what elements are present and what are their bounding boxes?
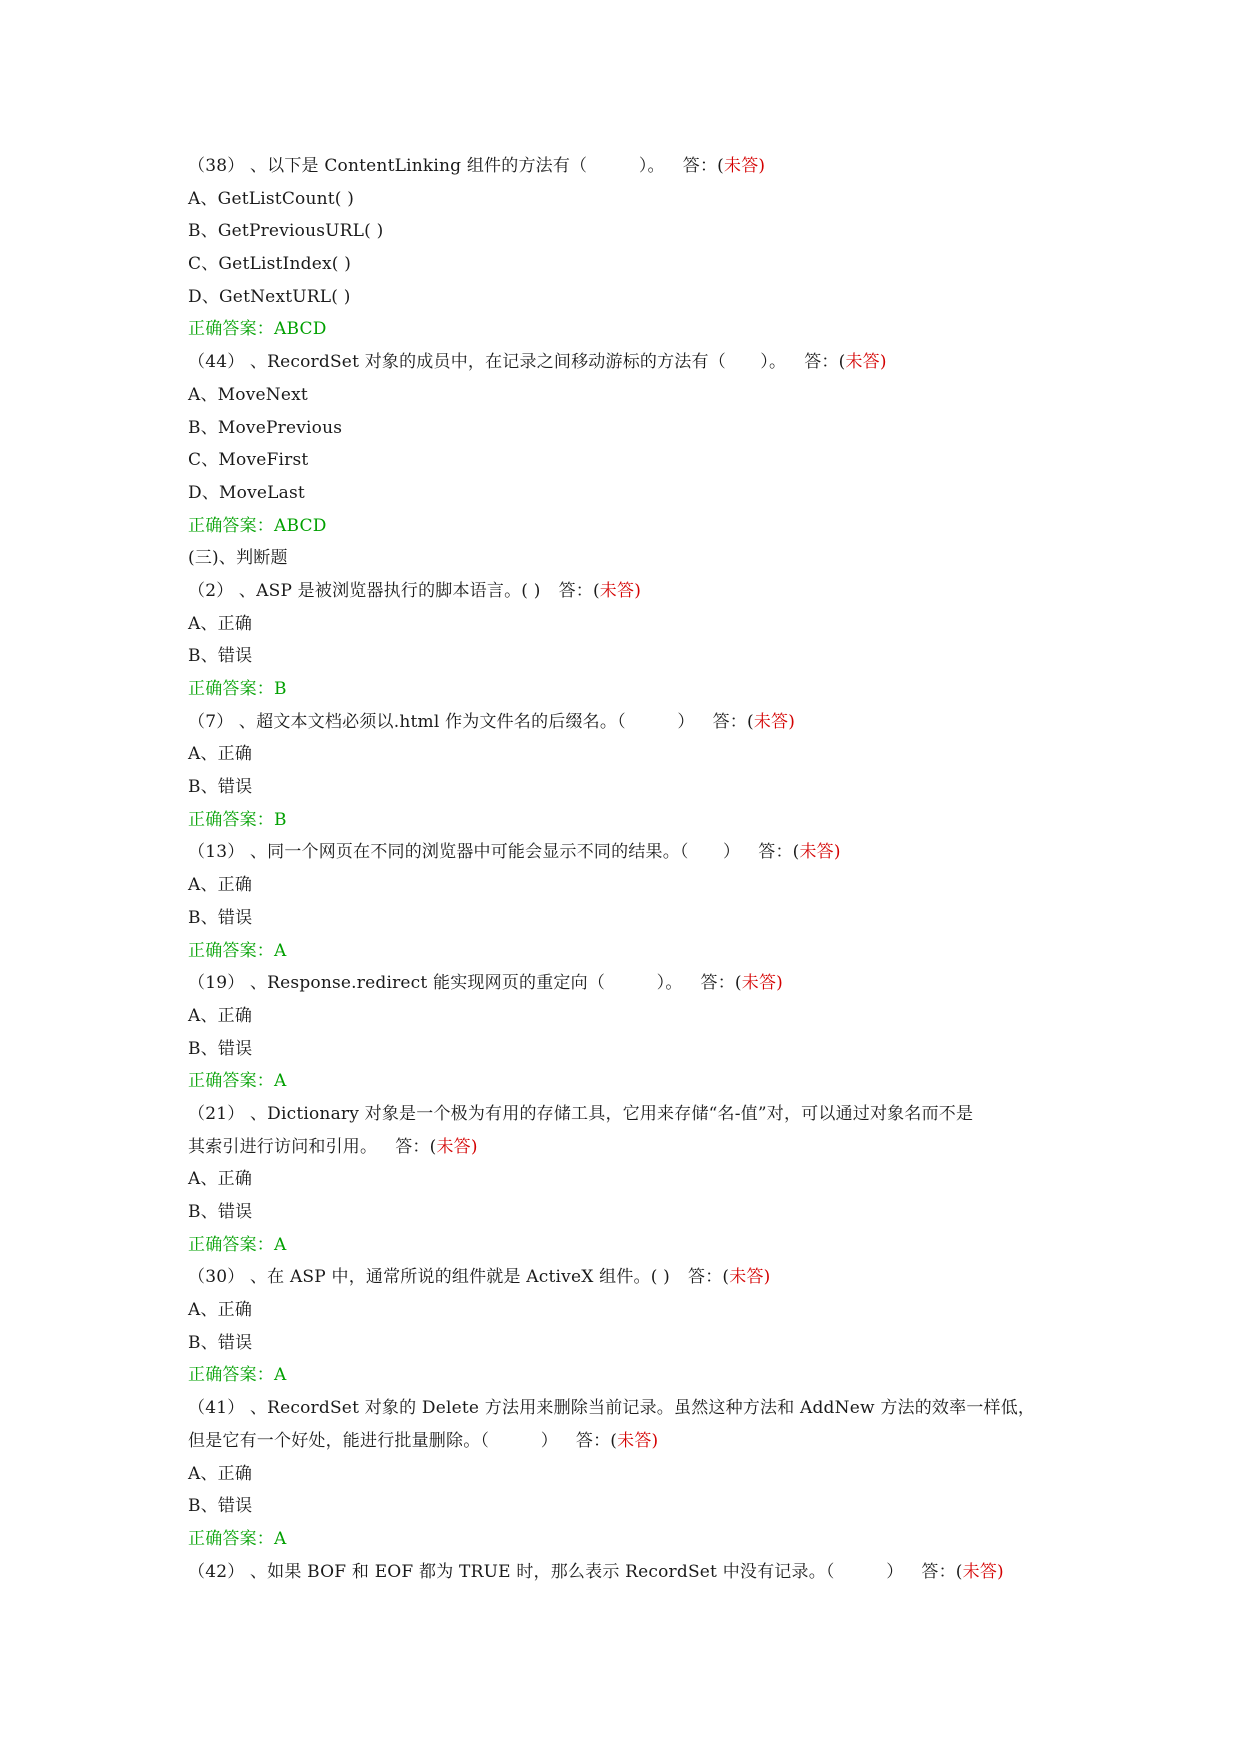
question-line-continued [188,1425,1068,1458]
question-text-continued: 其索引进行访问和引用。 [188,1136,378,1157]
answer-label: 答：( [700,973,742,994]
correct-answer: 正确答案：A [188,940,287,961]
question-text: 、同一个网页在不同的浏览器中可能会显示不同的结果。（ ） [249,842,741,863]
question-number: （41） [188,1398,236,1419]
correct-answer: 正确答案：B [188,679,287,699]
question-line [188,150,1068,183]
answer-status: 未答 [599,580,635,601]
option-b: B、错误 [188,1496,253,1517]
question-line [188,575,1068,608]
option-b: B、GetPreviousURL( ) [188,221,384,242]
question-number: （2） [188,580,225,601]
section-title: (三)、判断题 [188,548,288,569]
answer-label: 答：( [758,842,800,863]
option-b: B、错误 [188,1038,253,1059]
answer-close: ) [634,580,642,601]
answer-close: ) [879,352,887,373]
question-line [188,1098,1068,1131]
correct-answer: 正确答案：A [188,1071,287,1092]
correct-answer: 正确答案：B [188,809,287,830]
question-number: （7） [188,711,225,732]
answer-status: 未答 [799,842,834,863]
answer-label: 答：( [921,1561,963,1582]
option-b: B、MovePrevious [188,417,343,438]
option-b: B、错误 [188,1202,253,1222]
answer-label: 答：( [688,1267,730,1288]
question-number: （21） [188,1103,236,1124]
question-number: （44） [188,352,236,373]
question-line [188,967,1068,1000]
option-a: A、MoveNext [188,384,308,405]
option-b: B、错误 [188,777,253,798]
answer-close: ) [758,156,766,176]
answer-status: 未答 [753,711,789,732]
option-a: A、正确 [188,744,253,765]
question-line [188,1261,1068,1294]
correct-answer: 正确答案：A [188,1528,287,1549]
question-line [188,706,1068,739]
question-text: 、ASP 是被浏览器执行的脚本语言。( ) [238,580,541,601]
question-number: （19） [188,973,236,994]
option-a: A、GetListCount( ) [188,188,355,209]
answer-status: 未答 [617,1430,652,1451]
answer-label: 答：( [682,156,724,176]
option-a: A、正确 [188,1463,253,1484]
question-line [188,346,1068,379]
question-text: 、在 ASP 中，通常所说的组件就是 ActiveX 组件。( ) [249,1267,671,1288]
question-line [188,836,1068,869]
question-number: （38） [188,156,236,176]
answer-label: 答：( [712,711,754,732]
question-line [188,1556,1068,1589]
correct-answer: 正确答案：ABCD [188,319,327,340]
question-text: 、以下是 ContentLinking 组件的方法有（ ）。 [249,156,665,176]
correct-answer: 正确答案：A [188,1365,287,1386]
answer-close: ) [470,1136,478,1157]
option-c: C、GetListIndex( ) [188,254,352,275]
option-a: A、正确 [188,1300,253,1321]
question-line [188,1392,1068,1425]
question-number: （42） [188,1561,236,1582]
question-text: 、如果 BOF 和 EOF 都为 TRUE 时，那么表示 RecordSet 中没有记录。（ ） [249,1561,904,1582]
question-text: 、RecordSet 对象的 Delete 方法用来删除当前记录。虽然这种方法和 AddNew 方法的效率一样低， [249,1398,1036,1419]
question-text-continued: 但是它有一个好处，能进行批量删除。（ ） [188,1430,558,1451]
option-b: B、错误 [188,1332,253,1353]
option-a: A、正确 [188,875,253,896]
question-text: 、RecordSet 对象的成员中，在记录之间移动游标的方法有（ ）。 [249,352,787,373]
answer-status: 未答 [962,1561,998,1582]
answer-status: 未答 [729,1267,764,1288]
option-b: B、错误 [188,646,253,667]
option-a: A、正确 [188,613,253,634]
question-number: （30） [188,1267,236,1288]
answer-status: 未答 [436,1136,471,1157]
answer-close: ) [833,842,841,863]
answer-close: ) [763,1267,771,1288]
answer-label: 答：( [804,352,846,373]
answer-status: 未答 [741,973,777,994]
question-list [188,150,1068,1588]
option-c: C、MoveFirst [188,450,309,471]
answer-close: ) [788,711,796,732]
question-number: （13） [188,842,236,863]
answer-close: ) [997,1561,1004,1582]
answer-label: 答：( [558,580,600,601]
option-d: D、GetNextURL( ) [188,286,351,307]
correct-answer: 正确答案：ABCD [188,515,327,536]
option-a: A、正确 [188,1005,253,1026]
question-line-continued [188,1131,1068,1164]
answer-close: ) [651,1430,659,1451]
option-d: D、MoveLast [188,482,305,503]
correct-answer: 正确答案：A [188,1234,287,1255]
answer-label: 答：( [395,1136,437,1157]
answer-close: ) [776,973,784,994]
question-text: 、超文本文档必须以.html 作为文件名的后缀名。（ ） [238,711,695,732]
answer-status: 未答 [845,352,880,373]
question-text: 、Response.redirect 能实现网页的重定向（ ）。 [249,973,683,994]
option-b: B、错误 [188,907,253,928]
option-a: A、正确 [188,1169,253,1190]
answer-status: 未答 [724,156,759,176]
answer-label: 答：( [575,1430,618,1451]
question-text: 、Dictionary 对象是一个极为有用的存储工具，它用来存储“名-值”对，可以通过对象名而不是 [249,1103,974,1124]
